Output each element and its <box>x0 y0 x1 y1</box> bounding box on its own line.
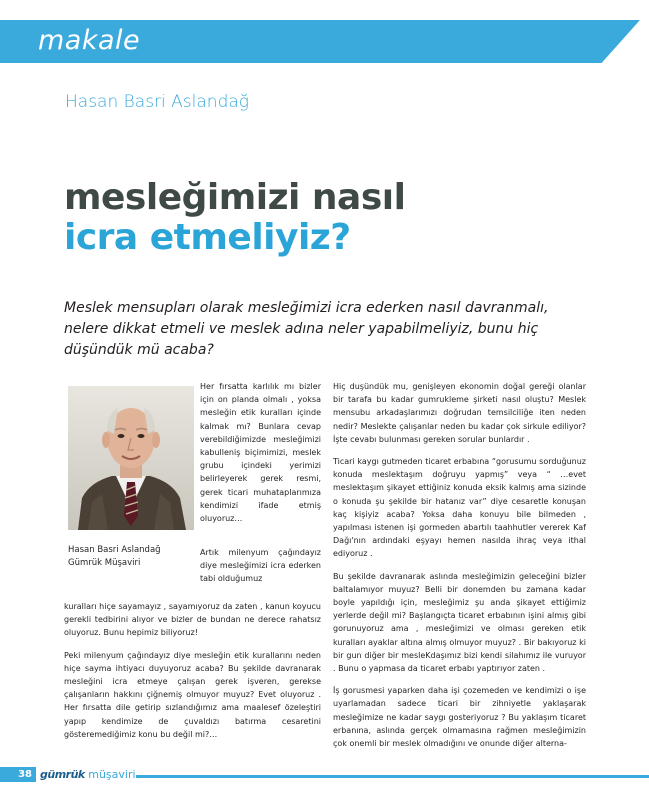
portrait-illustration <box>68 386 194 530</box>
body-column-narrow-1 <box>200 380 321 534</box>
caption-title: Gümrük Müşaviri <box>68 558 141 568</box>
author-photo <box>68 386 194 530</box>
caption-name: Hasan Basri Aslandağ <box>68 545 161 555</box>
paragraph: Her fırsatta karlılık mı bizler için on planda olmalı , yoksa mesleğin etik kuralları içinde kalmak mı? Bunlara cevap verebildiğimizde mesleğimizi kabulleniş biçimimizi, meslek grubu içindeki yerimizi belirleyerek gerek resmi, gerek ticari muhataplarımıza kendimizi ifade etmiş oluyoruz… <box>200 382 321 524</box>
section-tag: makale <box>38 25 141 56</box>
author-byline: Hasan Basri Aslandağ <box>65 92 249 112</box>
body-column-left <box>64 600 321 750</box>
article-title <box>64 178 405 258</box>
paragraph: Artık milenyum çağındayız diye mesleğimizi icra ederken tabi olduğumuz <box>200 548 321 584</box>
paragraph: Hiç duşündük mu, genişleyen ekonomin doğal gereği olanlar bir tarafa bu kadar gumrukleme şirketi nasıl oluştu? Meslek mensubu arkadaşlarımızı doğrudan temsilciliğe iten neden nedir? Meslekte çalışanlar neden bu kadar çok sirkule ediliyor? İşte cevabı bulunması gereken sorular bunlardır . <box>333 382 586 444</box>
photo-caption <box>68 544 161 570</box>
title-line-1: mesleğimizi nasıl <box>64 177 406 218</box>
paragraph: Ticari kaygı gutmeden ticaret erbabına “gorusumu sorduğunuz konuda meslektaşım doğruyu yapmış” veya “ …evet meslektaşım şikayet ettiğiniz konuda eksik kalmış ama sizinde o konuda şu şekilde bir hatanız var” diye cesaretle konuşan kaç kişiyiz acaba? Yoksa daha konuyu bile bilmeden , yapılması istenen işi gormeden abartılı taahhutler vererek Kaf Dağı'nın ardındaki eşyayı hemen nasılda ihraç veya ithal ediyoruz . <box>333 457 586 559</box>
paragraph: İş gorusmesi yaparken daha işi çozemeden ve kendimizi o işe uyarlamadan sadece ticari bir zihniyetle yaklaşarak mesleğimize ne kadar saygı gosteriyoruz ? Bu yaklaşım ticaret erbanına, aslında gerçek olmamasına rağmen mesleğimizin çok onemli bir meslek olmadığını ve onunde diğer alterna- <box>333 686 586 749</box>
body-column-right <box>333 380 586 759</box>
footer-rule <box>136 775 649 778</box>
magazine-name-rest: müşaviri <box>84 768 136 781</box>
magazine-name <box>40 767 136 782</box>
title-line-2: icra etmeliyiz? <box>64 217 351 258</box>
body-column-narrow-2 <box>200 546 321 595</box>
magazine-name-bold: gümrük <box>40 768 85 781</box>
paragraph: Bu şekilde davranarak aslında mesleğimizin geleceğini bizler baltalamıyor muyuz? Belli bir donemden bu zamana kadar boyle yapıldığı için, mesleğimiz şu anda şikayet ettiğimiz yerlerde değil mi? Başlangıçta ticaret erbabının işini almış gibi gorunuyoruz ama , mesleğimizi ve olması gereken etik kuralları ayaklar altına almış olmuyor muyuz? . Bir bakıyoruz ki bir gun diğer bir mesleKdaşımız bizi kendi silahımız ile vuruyor . Bunu o yapmasa da ticaret erbabı yaptırıyor zaten . <box>333 571 586 674</box>
paragraph: Peki milenyum çağındayız diye mesleğin etik kurallarını neden hiçe sayma ihtiyacı duyuyoruz acaba? Bu şekilde davranarak mesleğini icra etmeye çalışan gerek işveren, gerekse çalışanların hakkını çiğnemiş olmuyor muyuz? Evet oluyoruz . Her fırsatta dile getirip sızlandığımız ama maalesef özeleştiri yapıp kendimize de çuvaldızı batırma cesaretini gösteremediğimiz konu bu değil mi?… <box>64 650 321 739</box>
paragraph: kuralları hiçe sayamayız , sayamıyoruz da zaten , kanun koyucu gerekli tedbirini alıyor ve bizler de bundan ne derece rahatsız oluyoruz. Bunu hepimiz biliyoruz! <box>64 602 321 638</box>
article-lede: Meslek mensupları olarak mesleğimizi icra ederken nasıl davranmalı, nelere dikkat etmeli ve meslek adına neler yapabilmeliyiz, bunu hiç düşündük mü acaba? <box>64 300 549 358</box>
page-number: 38 <box>0 767 36 782</box>
